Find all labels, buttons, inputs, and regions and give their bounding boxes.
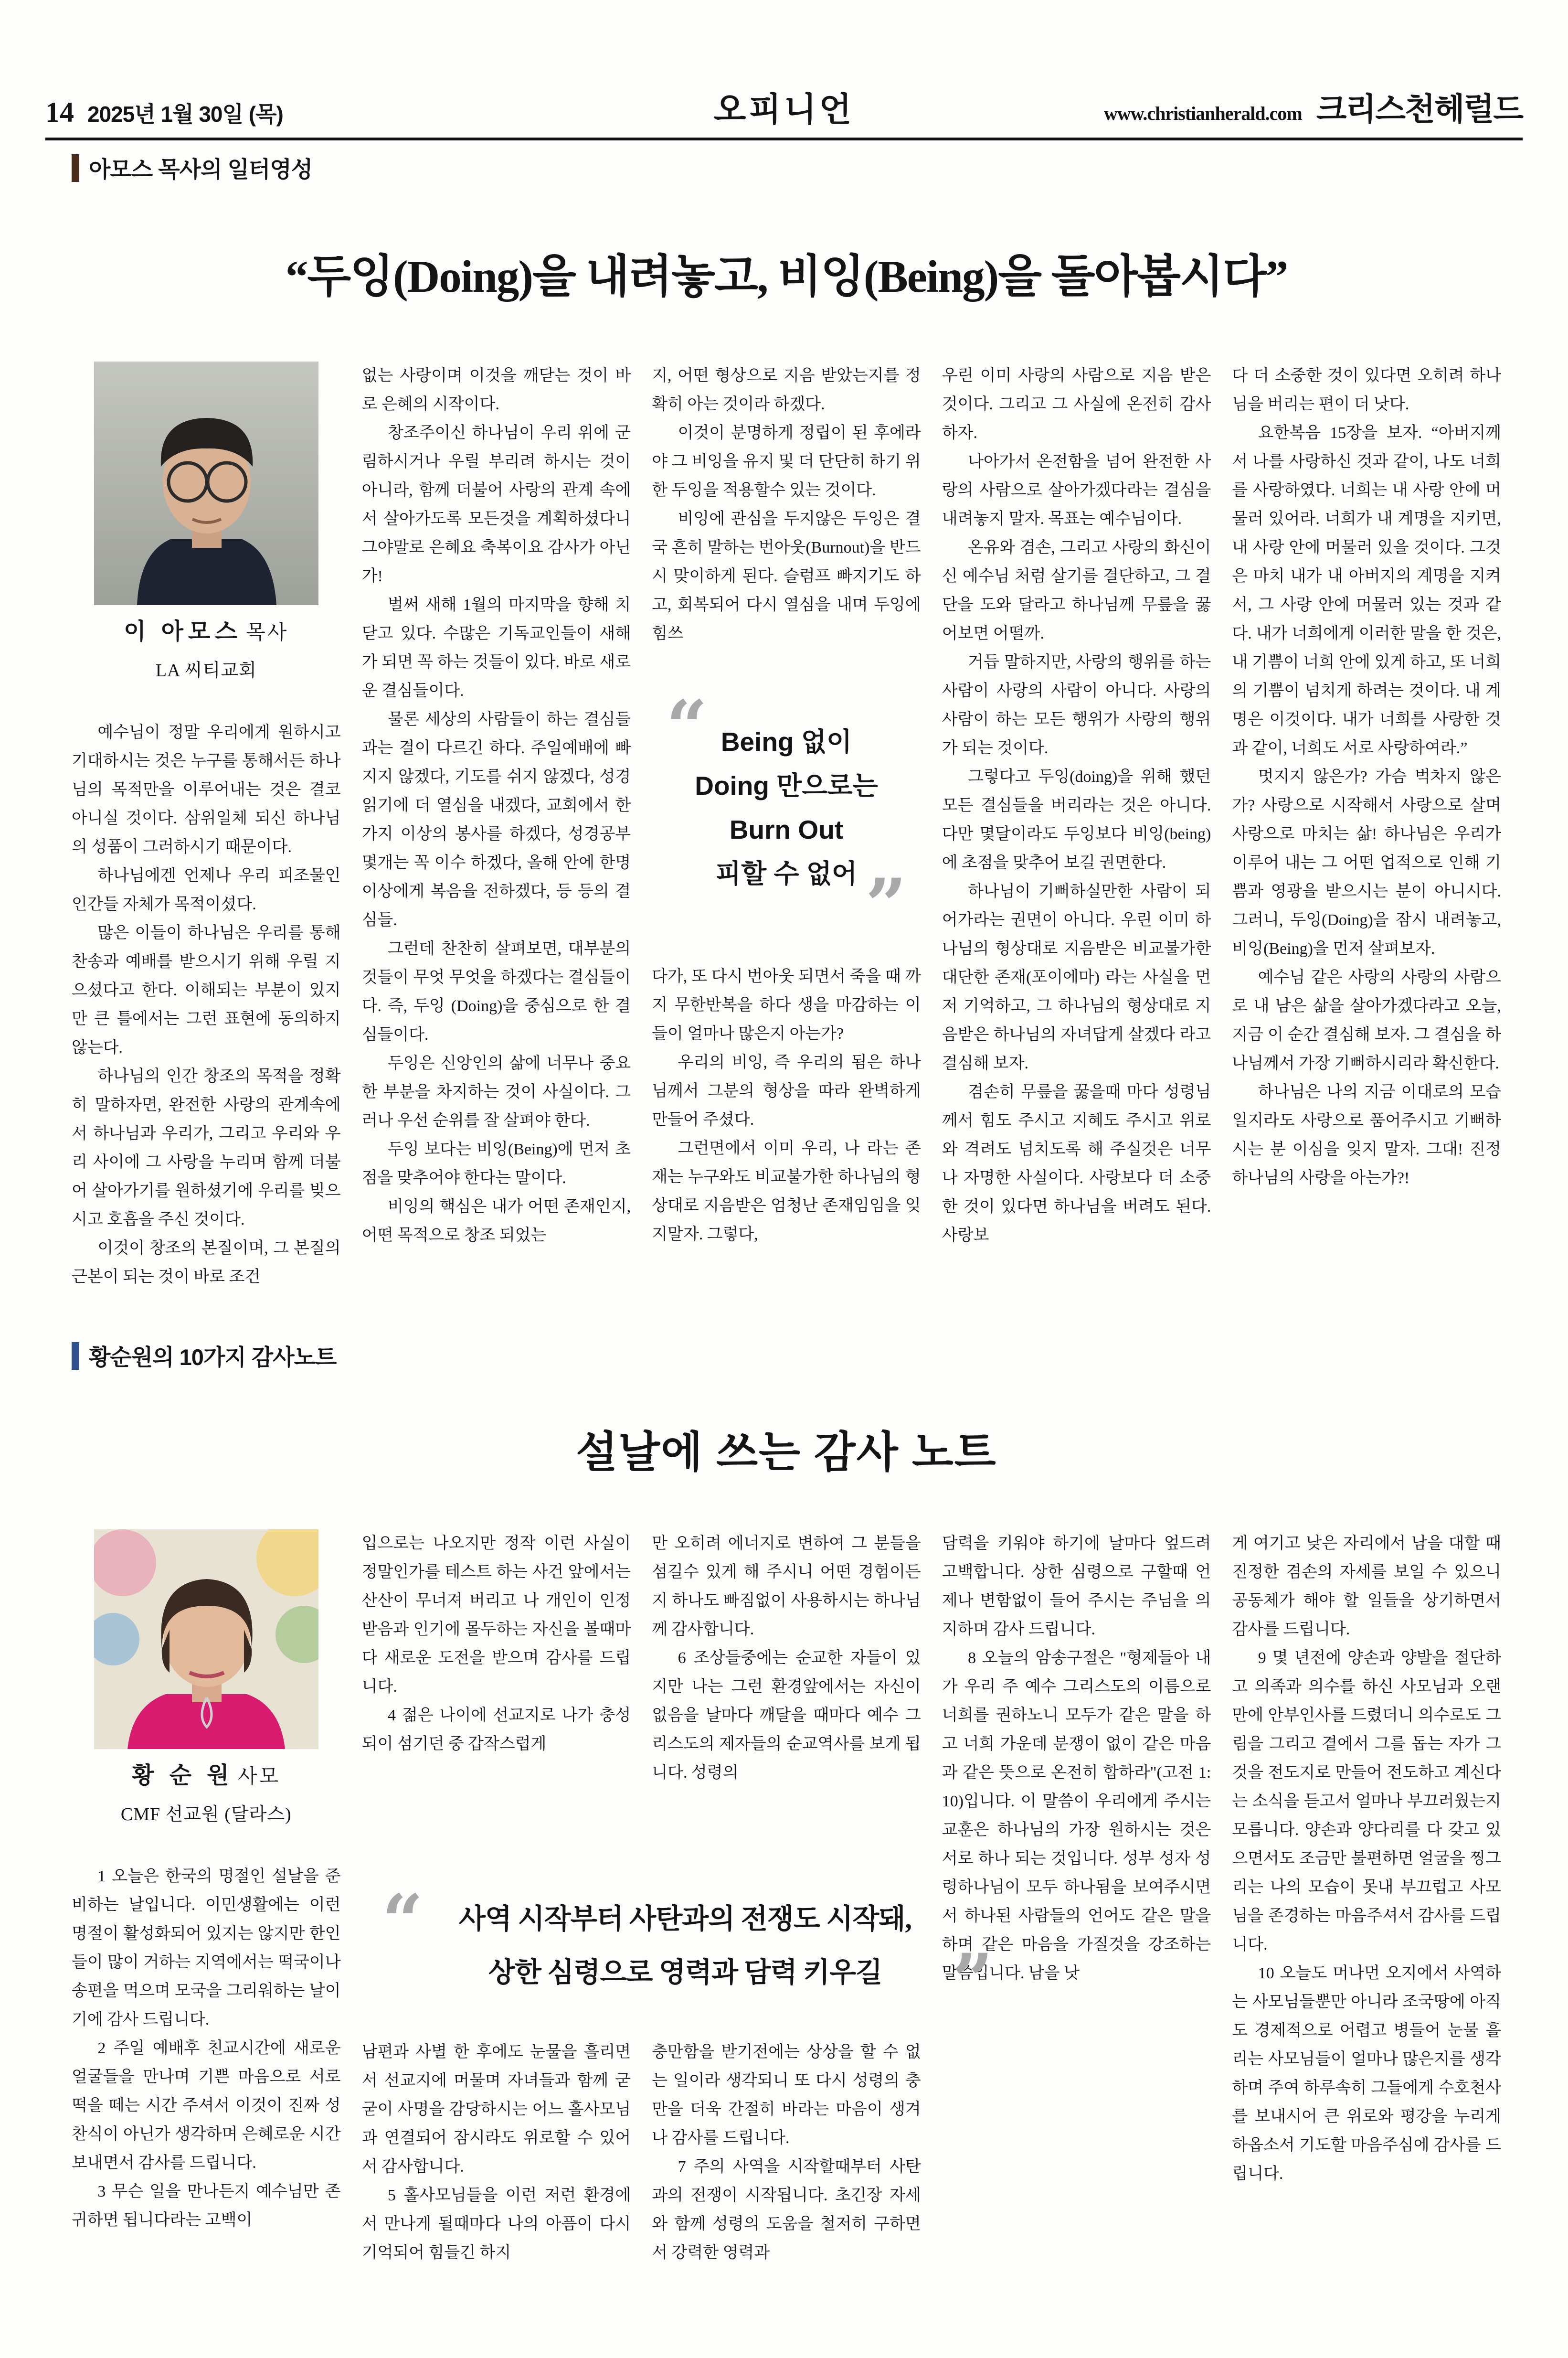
paragraph: 우리의 비잉, 즉 우리의 됨은 하나님께서 그분의 형상을 따라 완벽하게 만들어 주셨다. — [652, 1054, 921, 1129]
open-quote-icon: “ — [666, 685, 708, 769]
paragraph: 10 오늘도 머나먼 오지에서 사역하는 사모님들뿐만 아니라 조국땅에 아직도 경제적으로 어렵고 병들어 눈물 흘리는 사모님들이 얼마나 많은지를 생각하며 주여 하루속히 그들에게 수호천사를 보내시어 큰 위로와 평강을 누리게 하옵소서 기도할 마음주심에 감사를 드립니다. — [1232, 1964, 1501, 2183]
article-1-column-4 — [942, 362, 1211, 1250]
website-url: www.christianherald.com — [1103, 103, 1302, 124]
paragraph: 이것이 창조의 본질이며, 그 본질의 근본이 되는 것이 바로 조건 — [72, 1239, 341, 1286]
paragraph: 비잉의 핵심은 내가 어떤 존재인지, 어떤 목적으로 창조 되었는 — [361, 1198, 631, 1244]
article-2 — [72, 1340, 1501, 2358]
paragraph: 하나님이 기뻐하실만한 사람이 되어가라는 권면이 아니다. 우린 이미 하나님의 형상대로 지음받은 비교불가한 대단한 존재(포이에마) 라는 사실을 먼저 기억하고, 그 하나님의 형상대로 지음받은 하나님의 자녀답게 살겠다 라고 결심해 보자. — [942, 883, 1211, 1072]
author-name: 이 아모스 — [124, 619, 242, 644]
pullquote-line: Doing 만으로는 — [695, 771, 878, 800]
article-1-column-1 — [72, 362, 341, 1291]
article-1 — [72, 152, 1501, 1310]
article-1-pullquote — [652, 662, 921, 958]
paragraph: 그렇다고 두잉(doing)을 위해 했던 모든 결심들을 버리라는 것은 아니다. 다만 몇달이라도 두잉보다 비잉(being)에 초점을 맞추어 보길 권면한다. — [942, 768, 1211, 872]
paragraph: 충만함을 받기전에는 상상을 할 수 없는 일이라 생각되니 또 다시 성령의 충만을 더욱 간절히 바라는 마음이 생겨나 감사를 드립니다. — [652, 2043, 921, 2147]
author-role: 사모 — [238, 1766, 281, 1788]
column-text — [362, 1529, 631, 1880]
paragraph: 6 조상들중에는 순교한 자들이 있지만 나는 그런 환경앞에서는 자신이 없음을 날마다 깨달을 때마다 예수 그리스도의 제자들의 순교역사를 보게 됩니다. 성령의 — [652, 1649, 921, 1782]
paragraph: 9 몇 년전에 양손과 양발을 절단하고 의족과 의수를 하신 사모님과 오랜만에 안부인사를 드렸더니 의수로도 그림을 그리고 곁에서 그를 돕는 자가 그것을 전도지로 만들어 전도하고 계신다는 소식을 듣고서 얼마나 부끄러웠는지 모릅니다. 양손과 양다리를 다 갖고 있으면서도 조금만 불편하면 얼굴을 찡그리는 나의 모습이 못내 부끄럽고 사모님을 존경하는 마음주셔서 감사를 드립니다. — [1232, 1649, 1501, 1953]
spacer — [72, 1829, 341, 1862]
close-quote-icon: ” — [865, 863, 907, 947]
pullquote-line: 사역 시작부터 사탄과의 전쟁도 시작돼, — [459, 1903, 911, 1934]
paragraph: 2 주일 예배후 친교시간에 새로운 얼굴들을 만나며 기쁜 마음으로 서로 떡을 떼는 시간 주셔서 이것이 진짜 성찬식이 아닌가 생각하며 은혜로운 시간 보내면서 감사를 드립니다. — [72, 2039, 341, 2172]
kicker-bar-icon — [72, 1342, 79, 1370]
article-1-kicker-label: 아모스 목사의 일터영성 — [89, 157, 313, 182]
article-1-column-3 — [652, 362, 921, 1249]
header-right — [1104, 84, 1523, 129]
article-1-body — [72, 362, 1501, 1310]
date-line: 2025년 1월 30일 (목) — [87, 102, 283, 127]
samonim-portrait-photo — [94, 1529, 318, 1749]
paragraph: 비잉에 관심을 두지않은 두잉은 결국 흔히 말하는 번아웃(Burnout)을 반드시 맞이하게 된다. 슬럼프 빠지기도 하고, 회복되어 다시 열심을 내며 두잉에 힘쓰 — [652, 510, 921, 642]
paragraph: 담력을 키워야 하기에 날마다 엎드려 고백합니다. 상한 심령으로 구할때 언제나 변함없이 들어 주시는 주님을 의지하며 감사 드립니다. — [942, 1535, 1211, 1638]
paragraph: 7 주의 사역을 시작할때부터 사탄과의 전쟁이 시작됩니다. 초긴장 자세와 함께 성령의 도움을 철저히 구하면서 강력한 영력과 — [652, 2158, 921, 2262]
pullquote-line: 피할 수 없어 — [715, 859, 858, 888]
paragraph: 하나님은 나의 지금 이대로의 모습 일지라도 사랑으로 품어주시고 기뻐하시는 분 이심을 잊지 말자. 그대! 진정 하나님의 사랑을 아는가?! — [1232, 1083, 1501, 1187]
paragraph: 두잉 보다는 비잉(Being)에 먼저 초점을 맞추어야 한다는 말이다. — [361, 1141, 631, 1187]
paragraph: 3 무슨 일을 만나든지 예수님만 존귀하면 됩니다라는 고백이 — [72, 2183, 341, 2229]
paragraph: 4 젊은 나이에 선교지로 나가 충성되이 섬기던 중 갑작스럽게 — [361, 1707, 631, 1753]
article-1-column-5 — [1232, 362, 1501, 1193]
section-title: 오피니언 — [713, 91, 855, 128]
pastor-portrait-photo — [94, 362, 318, 605]
paragraph: 겸손히 무릎을 꿇을때 마다 성령님께서 힘도 주시고 지혜도 주시고 위로와 격려도 넘치도록 해 주실것은 너무나 자명한 사실이다. 사랑보다 더 소중한 것이 있다면 하나님을 버려도 된다. 사랑보 — [942, 1083, 1211, 1244]
column-text — [72, 718, 341, 1291]
paragraph: 두잉은 신앙인의 삶에 너무나 중요한 부분을 차지하는 것이 사실이다. 그러나 우선 순위를 잘 살펴야 한다. — [361, 1055, 631, 1130]
column-text — [362, 362, 631, 1250]
paragraph: 우린 이미 사랑의 사람으로 지음 받은 것이다. 그리고 그 사실에 온전히 감사하자. — [942, 367, 1211, 442]
paragraph: 그런데 찬찬히 살펴보면, 대부분의 것들이 무엇 무엇을 하겠다는 결심들이다. 즉, 두잉 (Doing)을 중심으로 한 결심들이다. — [361, 940, 631, 1044]
paragraph: 하나님의 인간 창조의 목적을 정확히 말하자면, 완전한 사랑의 관계속에서 하나님과 우리가, 그리고 우리와 우리 사이에 그 사랑을 누리며 함께 더불어 살아가기를 원하셨기에 우리를 빚으시고 호흡을 주신 것이다. — [72, 1067, 341, 1228]
article-2-kicker — [72, 1340, 1501, 1372]
column-text — [1232, 362, 1501, 1193]
column-text — [1232, 1529, 1501, 2188]
column-text — [652, 2038, 921, 2267]
paragraph: 벌써 새해 1월의 마지막을 향해 치닫고 있다. 수많은 기독교인들이 새해가 되면 꼭 하는 것들이 있다. 바로 새로운 결심들이다. — [361, 596, 631, 700]
paragraph: 없는 사랑이며 이것을 깨닫는 것이 바로 은혜의 시작이다. — [361, 367, 631, 413]
column-text — [942, 362, 1211, 1250]
article-2-author-caption — [72, 1761, 341, 1829]
paragraph: 1 오늘은 한국의 명절인 설날을 준비하는 날입니다. 이민생활에는 이런 명절이 활성화되어 있지는 않지만 한인들이 많이 거하는 지역에서는 떡국이나 송편을 먹으며 모국을 그리워하는 날이기에 감사 드립니다. — [72, 1867, 341, 2028]
spacer — [72, 685, 341, 718]
author-org: CMF 선교원 (달라스) — [120, 1804, 292, 1825]
portrait-woman-pink — [94, 1529, 318, 1749]
paragraph: 하나님에겐 언제나 우리 피조물인 인간들 자체가 목적이셨다. — [72, 867, 341, 913]
paragraph: 입으로는 나오지만 정작 이런 사실이 정말인가를 테스트 하는 사건 앞에서는 산산이 무너져 버리고 나 개인이 인정 받음과 인기에 몰두하는 자신을 볼때마다 새로운 도전을 받으며 감사를 드립니다. — [361, 1535, 631, 1696]
paragraph: 많은 이들이 하나님은 우리를 통해 찬송과 예배를 받으시기 위해 우릴 지으셨다고 한다. 이해되는 부분이 있지만 큰 틀에서는 그런 표현에 동의하지 않는다. — [72, 924, 341, 1056]
paragraph: 다가, 또 다시 번아웃 되면서 죽을 때 까지 무한반복을 하다 생을 마감하는 이들이 얼마나 많은지 아는가? — [652, 968, 921, 1043]
pullquote-text — [387, 1892, 984, 1999]
article-2-column-5 — [1232, 1529, 1501, 2188]
author-role: 목사 — [246, 622, 289, 644]
column-text — [72, 1862, 341, 2235]
paragraph: 나아가서 온전함을 넘어 완전한 사랑의 사람으로 살아가겠다라는 결심을 내려놓지 말자. 목표는 예수님이다. — [942, 453, 1211, 528]
paragraph: 온유와 겸손, 그리고 사랑의 화신이신 예수님 처럼 살기를 결단하고, 그 결단을 도와 달라고 하나님께 무릎을 꿇어보면 어떨까. — [942, 539, 1211, 642]
author-name: 황 순 원 — [132, 1763, 234, 1788]
article-2-column-1 — [72, 1529, 341, 2235]
paragraph: 만 오히려 에너지로 변하여 그 분들을 섬길수 있게 해 주시니 어떤 경험이든지 하나도 빠짐없이 사용하시는 하나님께 감사합니다. — [652, 1535, 921, 1638]
paragraph: 예수님 같은 사랑의 사랑의 사람으로 내 남은 삶을 살아가겠다라고 오늘, 지금 이 순간 결심해 보자. 그 결심을 하나님께서 가장 기뻐하시리라 확신한다. — [1232, 969, 1501, 1072]
pullquote-line: 상한 심령으로 영력과 담력 키우길 — [488, 1957, 882, 1988]
article-2-pullquote — [382, 1879, 993, 2022]
paragraph: 다 더 소중한 것이 있다면 오히려 하나님을 버리는 편이 더 낫다. — [1232, 367, 1501, 413]
paragraph: 지, 어떤 형상으로 지음 받았는지를 정확히 아는 것이라 하겠다. — [652, 367, 921, 413]
paragraph: 이것이 분명하게 정립이 된 후에라야 그 비잉을 유지 및 더 단단히 하기 위한 두잉을 적용할수 있는 것이다. — [652, 424, 921, 499]
article-1-kicker — [72, 152, 1501, 184]
paragraph: 거듭 말하지만, 사랑의 행위를 하는 사람이 사랑의 사람이 아니다. 사랑의 사람이 하는 모든 행위가 사랑의 행위가 되는 것이다. — [942, 653, 1211, 757]
paragraph: 요한복음 15장을 보자. “아버지께서 나를 사랑하신 것과 같이, 나도 너희를 사랑하였다. 너희는 내 사랑 안에 머물러 있어라. 너희가 내 계명을 지키면, 내 사랑 안에 머물러 있을 것이다. 그것은 마치 내가 내 아버지의 계명을 지켜서, 그 사랑 안에 머물러 있는 것과 같다. 내가 너희에게 이러한 말을 한 것은, 내 기쁨이 너희 안에 있게 하고, 또 너희의 기쁨이 넘치게 하려는 것이다. 내 계명은 이것이다. 내가 너희를 사랑한 것과 같이, 너희도 서로 사랑하여라.” — [1232, 424, 1501, 757]
article-1-title: “두잉(Doing)을 내려놓고, 비잉(Being)을 돌아봅시다” — [285, 251, 1288, 302]
newspaper-masthead: 크리스천헤럴드 — [1316, 91, 1523, 127]
portrait-man-glasses — [94, 362, 318, 605]
author-org: LA 씨티교회 — [155, 661, 257, 681]
header-left — [45, 96, 283, 129]
page-header — [45, 67, 1523, 140]
paragraph: 예수님이 정말 우리에게 원하시고 기대하시는 것은 누구를 통해서든 하나님의 목적만을 이루어내는 것은 결코 아니실 것이다. 삼위일체 되신 하나님의 성품이 그러하시기 때문이다. — [72, 724, 341, 856]
kicker-bar-icon — [72, 154, 79, 182]
article-1-column-2 — [362, 362, 631, 1250]
close-quote-icon: ” — [952, 1938, 993, 2022]
paragraph: 남편과 사별 한 후에도 눈물을 흘리면서 선교지에 머물며 자녀들과 함께 굳굳이 사명을 감당하시는 어느 홀사모님과 연결되어 잠시라도 위로할 수 있어서 감사합니다. — [361, 2043, 631, 2176]
column-text — [652, 1529, 921, 1880]
article-2-kicker-label: 황순원의 10가지 감사노트 — [89, 1344, 337, 1370]
paragraph: 그런면에서 이미 우리, 나 라는 존재는 누구와도 비교불가한 하나님의 형상대로 지음받은 엄청난 존재임임을 잊지말자. 그렇다, — [652, 1140, 921, 1243]
paragraph: 창조주이신 하나님이 우리 위에 군림하시거나 우릴 부리려 하시는 것이 아니라, 함께 더불어 사랑의 관계 속에서 살아가도록 모든것을 계획하셨다니 그야말로 은혜요 축복이요 감사가 아닌가! — [361, 424, 631, 585]
pullquote-line: Burn Out — [729, 815, 844, 844]
page-number: 14 — [45, 96, 74, 128]
paragraph: 5 홀사모님들을 이런 저런 환경에서 만나게 될때마다 나의 아픔이 다시 기억되어 힘들긴 하지 — [361, 2187, 631, 2262]
paragraph: 게 여기고 낮은 자리에서 남을 대할 때 진정한 겸손의 자세를 보일 수 있으니 공동체가 해야 할 일들을 상기하면서 감사를 드립니다. — [1232, 1535, 1501, 1638]
paragraph: 물론 세상의 사람들이 하는 결심들과는 결이 다르긴 하다. 주일예배에 빠지지 않겠다, 기도를 쉬지 않겠다, 성경읽기에 더 열심을 내겠다, 교회에서 한가지 이상의 봉사를 하겠다, 성경공부 몇개는 꼭 이수 하겠다, 올해 안에 한명 이상에게 복음을 전하겠다, 등 등의 결심들. — [361, 711, 631, 929]
paragraph: 8 오늘의 암송구절은 "형제들아 내가 우리 주 예수 그리스도의 이름으로 너희를 권하노니 모두가 같은 말을 하고 너희 가운데 분쟁이 없이 같은 마음과 같은 뜻으로 온전히 합하라"(고전 1:10)입니다. 이 말씀이 우리에게 주시는 교훈은 하나님의 가장 원하시는 것은 서로 하나 되는 것입니다. 성부 성자 성령하나님이 모두 하나됨을 보여주시면서 하나된 사람들의 언어도 같은 말을 하며 같은 마음을 가질것을 강조하는 말씀입니다. 남을 낫 — [942, 1649, 1211, 1982]
open-quote-icon: “ — [382, 1879, 424, 1963]
article-2-title: 설날에 쓰는 감사 노트 — [576, 1429, 997, 1476]
column-text — [362, 2038, 631, 2267]
article-1-author-caption — [72, 618, 341, 685]
pullquote-line: Being 없이 — [720, 727, 852, 757]
column-text — [652, 962, 921, 1249]
article-2-body — [72, 1529, 1501, 2358]
paragraph: 멋지지 않은가? 가슴 벅차지 않은가? 사랑으로 시작해서 사랑으로 살며 사랑으로 마치는 삶! 하나님은 우리가 이루어 내는 그 어떤 업적으로 인해 기쁨과 영광을 받으시는 분이 아니시다. 그러니, 두잉(Doing)을 잠시 내려놓고, 비잉(Being)을 먼저 살펴보자. — [1232, 768, 1501, 958]
column-text — [652, 362, 921, 648]
